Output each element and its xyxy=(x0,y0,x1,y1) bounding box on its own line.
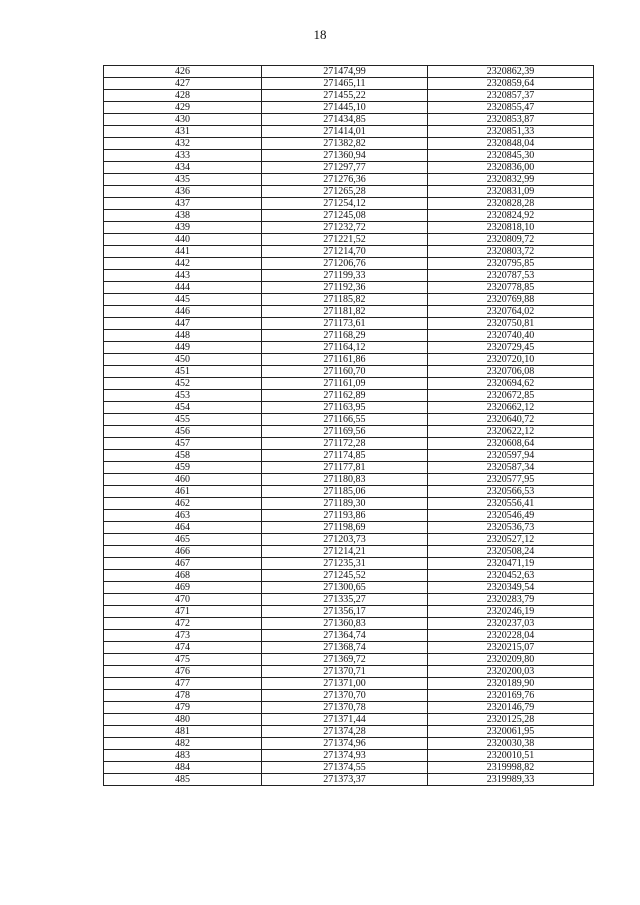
table-row xyxy=(104,438,594,450)
coordinates-table xyxy=(103,65,594,786)
x-coordinate-cell: 271335,27 xyxy=(262,594,428,606)
y-coordinate-cell: 2320597,94 xyxy=(428,450,594,462)
x-coordinate-cell: 271265,28 xyxy=(262,186,428,198)
point-number-cell: 427 xyxy=(104,78,262,90)
x-coordinate-cell: 271160,70 xyxy=(262,366,428,378)
point-number-cell: 447 xyxy=(104,318,262,330)
y-coordinate-cell: 2320452,63 xyxy=(428,570,594,582)
x-coordinate-cell: 271221,52 xyxy=(262,234,428,246)
x-coordinate-cell: 271198,69 xyxy=(262,522,428,534)
x-coordinate-cell: 271169,56 xyxy=(262,426,428,438)
x-coordinate-cell: 271162,89 xyxy=(262,390,428,402)
point-number-cell: 463 xyxy=(104,510,262,522)
point-number-cell: 451 xyxy=(104,366,262,378)
y-coordinate-cell: 2320200,03 xyxy=(428,666,594,678)
x-coordinate-cell: 271193,86 xyxy=(262,510,428,522)
table-row xyxy=(104,546,594,558)
table-row xyxy=(104,450,594,462)
table-row xyxy=(104,378,594,390)
x-coordinate-cell: 271232,72 xyxy=(262,222,428,234)
point-number-cell: 481 xyxy=(104,726,262,738)
y-coordinate-cell: 2319998,82 xyxy=(428,762,594,774)
table-row xyxy=(104,498,594,510)
y-coordinate-cell: 2320836,00 xyxy=(428,162,594,174)
point-number-cell: 456 xyxy=(104,426,262,438)
point-number-cell: 482 xyxy=(104,738,262,750)
table-row xyxy=(104,522,594,534)
x-coordinate-cell: 271371,00 xyxy=(262,678,428,690)
point-number-cell: 457 xyxy=(104,438,262,450)
y-coordinate-cell: 2320795,85 xyxy=(428,258,594,270)
x-coordinate-cell: 271360,94 xyxy=(262,150,428,162)
point-number-cell: 455 xyxy=(104,414,262,426)
table-row xyxy=(104,654,594,666)
point-number-cell: 477 xyxy=(104,678,262,690)
x-coordinate-cell: 271374,28 xyxy=(262,726,428,738)
x-coordinate-cell: 271370,70 xyxy=(262,690,428,702)
y-coordinate-cell: 2320769,88 xyxy=(428,294,594,306)
x-coordinate-cell: 271168,29 xyxy=(262,330,428,342)
x-coordinate-cell: 271474,99 xyxy=(262,66,428,78)
point-number-cell: 434 xyxy=(104,162,262,174)
point-number-cell: 440 xyxy=(104,234,262,246)
y-coordinate-cell: 2320622,12 xyxy=(428,426,594,438)
y-coordinate-cell: 2320729,45 xyxy=(428,342,594,354)
x-coordinate-cell: 271185,06 xyxy=(262,486,428,498)
point-number-cell: 438 xyxy=(104,210,262,222)
table-row xyxy=(104,702,594,714)
table-row xyxy=(104,222,594,234)
table-row xyxy=(104,126,594,138)
table-row xyxy=(104,66,594,78)
x-coordinate-cell: 271189,30 xyxy=(262,498,428,510)
table-row xyxy=(104,90,594,102)
y-coordinate-cell: 2320831,09 xyxy=(428,186,594,198)
x-coordinate-cell: 271382,82 xyxy=(262,138,428,150)
y-coordinate-cell: 2320706,08 xyxy=(428,366,594,378)
point-number-cell: 437 xyxy=(104,198,262,210)
x-coordinate-cell: 271180,83 xyxy=(262,474,428,486)
table-row xyxy=(104,582,594,594)
y-coordinate-cell: 2320283,79 xyxy=(428,594,594,606)
point-number-cell: 475 xyxy=(104,654,262,666)
table-row xyxy=(104,210,594,222)
point-number-cell: 428 xyxy=(104,90,262,102)
table-row xyxy=(104,558,594,570)
y-coordinate-cell: 2320125,28 xyxy=(428,714,594,726)
point-number-cell: 484 xyxy=(104,762,262,774)
table-row xyxy=(104,762,594,774)
point-number-cell: 433 xyxy=(104,150,262,162)
table-row xyxy=(104,570,594,582)
x-coordinate-cell: 271177,81 xyxy=(262,462,428,474)
y-coordinate-cell: 2320857,37 xyxy=(428,90,594,102)
point-number-cell: 441 xyxy=(104,246,262,258)
x-coordinate-cell: 271203,73 xyxy=(262,534,428,546)
y-coordinate-cell: 2320215,07 xyxy=(428,642,594,654)
y-coordinate-cell: 2320209,80 xyxy=(428,654,594,666)
x-coordinate-cell: 271161,09 xyxy=(262,378,428,390)
point-number-cell: 459 xyxy=(104,462,262,474)
x-coordinate-cell: 271370,78 xyxy=(262,702,428,714)
point-number-cell: 467 xyxy=(104,558,262,570)
table-row xyxy=(104,390,594,402)
table-row xyxy=(104,330,594,342)
point-number-cell: 431 xyxy=(104,126,262,138)
x-coordinate-cell: 271356,17 xyxy=(262,606,428,618)
y-coordinate-cell: 2320694,62 xyxy=(428,378,594,390)
y-coordinate-cell: 2320010,51 xyxy=(428,750,594,762)
point-number-cell: 449 xyxy=(104,342,262,354)
table-row xyxy=(104,78,594,90)
point-number-cell: 473 xyxy=(104,630,262,642)
y-coordinate-cell: 2320146,79 xyxy=(428,702,594,714)
table-row xyxy=(104,462,594,474)
x-coordinate-cell: 271214,21 xyxy=(262,546,428,558)
x-coordinate-cell: 271374,93 xyxy=(262,750,428,762)
table-row xyxy=(104,294,594,306)
point-number-cell: 469 xyxy=(104,582,262,594)
table-row xyxy=(104,666,594,678)
y-coordinate-cell: 2320851,33 xyxy=(428,126,594,138)
point-number-cell: 453 xyxy=(104,390,262,402)
y-coordinate-cell: 2320237,03 xyxy=(428,618,594,630)
point-number-cell: 436 xyxy=(104,186,262,198)
x-coordinate-cell: 271214,70 xyxy=(262,246,428,258)
point-number-cell: 461 xyxy=(104,486,262,498)
table-row xyxy=(104,726,594,738)
x-coordinate-cell: 271465,11 xyxy=(262,78,428,90)
point-number-cell: 444 xyxy=(104,282,262,294)
table-row xyxy=(104,198,594,210)
x-coordinate-cell: 271374,96 xyxy=(262,738,428,750)
table-row xyxy=(104,234,594,246)
table-row xyxy=(104,270,594,282)
table-row xyxy=(104,642,594,654)
point-number-cell: 432 xyxy=(104,138,262,150)
x-coordinate-cell: 271414,01 xyxy=(262,126,428,138)
point-number-cell: 478 xyxy=(104,690,262,702)
table-row xyxy=(104,594,594,606)
y-coordinate-cell: 2320848,04 xyxy=(428,138,594,150)
table-row xyxy=(104,714,594,726)
table-row xyxy=(104,342,594,354)
point-number-cell: 460 xyxy=(104,474,262,486)
y-coordinate-cell: 2320030,38 xyxy=(428,738,594,750)
point-number-cell: 450 xyxy=(104,354,262,366)
table-row xyxy=(104,306,594,318)
y-coordinate-cell: 2320855,47 xyxy=(428,102,594,114)
y-coordinate-cell: 2320169,76 xyxy=(428,690,594,702)
table-row xyxy=(104,114,594,126)
x-coordinate-cell: 271245,08 xyxy=(262,210,428,222)
y-coordinate-cell: 2320764,02 xyxy=(428,306,594,318)
table-row xyxy=(104,630,594,642)
y-coordinate-cell: 2320349,54 xyxy=(428,582,594,594)
point-number-cell: 443 xyxy=(104,270,262,282)
table-row xyxy=(104,282,594,294)
table-row xyxy=(104,414,594,426)
x-coordinate-cell: 271192,36 xyxy=(262,282,428,294)
x-coordinate-cell: 271374,55 xyxy=(262,762,428,774)
table-row xyxy=(104,366,594,378)
y-coordinate-cell: 2320566,53 xyxy=(428,486,594,498)
table-row xyxy=(104,474,594,486)
point-number-cell: 462 xyxy=(104,498,262,510)
y-coordinate-cell: 2320577,95 xyxy=(428,474,594,486)
y-coordinate-cell: 2320859,64 xyxy=(428,78,594,90)
x-coordinate-cell: 271173,61 xyxy=(262,318,428,330)
point-number-cell: 458 xyxy=(104,450,262,462)
x-coordinate-cell: 271370,71 xyxy=(262,666,428,678)
y-coordinate-cell: 2320832,99 xyxy=(428,174,594,186)
table-row xyxy=(104,150,594,162)
table-row xyxy=(104,246,594,258)
y-coordinate-cell: 2320556,41 xyxy=(428,498,594,510)
x-coordinate-cell: 271172,28 xyxy=(262,438,428,450)
point-number-cell: 480 xyxy=(104,714,262,726)
table-row xyxy=(104,174,594,186)
y-coordinate-cell: 2320536,73 xyxy=(428,522,594,534)
table-row xyxy=(104,186,594,198)
point-number-cell: 445 xyxy=(104,294,262,306)
y-coordinate-cell: 2320061,95 xyxy=(428,726,594,738)
point-number-cell: 468 xyxy=(104,570,262,582)
table-row xyxy=(104,354,594,366)
x-coordinate-cell: 271373,37 xyxy=(262,774,428,786)
point-number-cell: 435 xyxy=(104,174,262,186)
y-coordinate-cell: 2320787,53 xyxy=(428,270,594,282)
y-coordinate-cell: 2320640,72 xyxy=(428,414,594,426)
x-coordinate-cell: 271434,85 xyxy=(262,114,428,126)
y-coordinate-cell: 2320189,90 xyxy=(428,678,594,690)
point-number-cell: 464 xyxy=(104,522,262,534)
point-number-cell: 454 xyxy=(104,402,262,414)
y-coordinate-cell: 2320818,10 xyxy=(428,222,594,234)
y-coordinate-cell: 2320845,30 xyxy=(428,150,594,162)
table-row xyxy=(104,402,594,414)
x-coordinate-cell: 271364,74 xyxy=(262,630,428,642)
x-coordinate-cell: 271369,72 xyxy=(262,654,428,666)
point-number-cell: 439 xyxy=(104,222,262,234)
x-coordinate-cell: 271166,55 xyxy=(262,414,428,426)
y-coordinate-cell: 2320228,04 xyxy=(428,630,594,642)
table-row xyxy=(104,534,594,546)
x-coordinate-cell: 271300,65 xyxy=(262,582,428,594)
y-coordinate-cell: 2320828,28 xyxy=(428,198,594,210)
point-number-cell: 479 xyxy=(104,702,262,714)
table-row xyxy=(104,318,594,330)
y-coordinate-cell: 2320824,92 xyxy=(428,210,594,222)
y-coordinate-cell: 2320608,64 xyxy=(428,438,594,450)
table-row xyxy=(104,618,594,630)
x-coordinate-cell: 271199,33 xyxy=(262,270,428,282)
x-coordinate-cell: 271185,82 xyxy=(262,294,428,306)
point-number-cell: 446 xyxy=(104,306,262,318)
x-coordinate-cell: 271163,95 xyxy=(262,402,428,414)
x-coordinate-cell: 271297,77 xyxy=(262,162,428,174)
table-row xyxy=(104,738,594,750)
y-coordinate-cell: 2320587,34 xyxy=(428,462,594,474)
point-number-cell: 452 xyxy=(104,378,262,390)
table-row xyxy=(104,258,594,270)
y-coordinate-cell: 2320778,85 xyxy=(428,282,594,294)
table-row xyxy=(104,486,594,498)
y-coordinate-cell: 2320508,24 xyxy=(428,546,594,558)
x-coordinate-cell: 271245,52 xyxy=(262,570,428,582)
point-number-cell: 465 xyxy=(104,534,262,546)
y-coordinate-cell: 2319989,33 xyxy=(428,774,594,786)
y-coordinate-cell: 2320546,49 xyxy=(428,510,594,522)
x-coordinate-cell: 271445,10 xyxy=(262,102,428,114)
point-number-cell: 430 xyxy=(104,114,262,126)
y-coordinate-cell: 2320740,40 xyxy=(428,330,594,342)
point-number-cell: 474 xyxy=(104,642,262,654)
table-row xyxy=(104,750,594,762)
point-number-cell: 471 xyxy=(104,606,262,618)
table-row xyxy=(104,162,594,174)
point-number-cell: 470 xyxy=(104,594,262,606)
coordinates-table-body xyxy=(104,66,594,786)
x-coordinate-cell: 271206,76 xyxy=(262,258,428,270)
y-coordinate-cell: 2320720,10 xyxy=(428,354,594,366)
point-number-cell: 442 xyxy=(104,258,262,270)
y-coordinate-cell: 2320853,87 xyxy=(428,114,594,126)
table-row xyxy=(104,102,594,114)
table-row xyxy=(104,138,594,150)
y-coordinate-cell: 2320672,85 xyxy=(428,390,594,402)
table-row xyxy=(104,606,594,618)
x-coordinate-cell: 271235,31 xyxy=(262,558,428,570)
x-coordinate-cell: 271360,83 xyxy=(262,618,428,630)
y-coordinate-cell: 2320862,39 xyxy=(428,66,594,78)
y-coordinate-cell: 2320527,12 xyxy=(428,534,594,546)
point-number-cell: 483 xyxy=(104,750,262,762)
y-coordinate-cell: 2320809,72 xyxy=(428,234,594,246)
x-coordinate-cell: 271368,74 xyxy=(262,642,428,654)
y-coordinate-cell: 2320246,19 xyxy=(428,606,594,618)
point-number-cell: 476 xyxy=(104,666,262,678)
y-coordinate-cell: 2320750,81 xyxy=(428,318,594,330)
x-coordinate-cell: 271174,85 xyxy=(262,450,428,462)
page-number: 18 xyxy=(313,27,327,42)
x-coordinate-cell: 271455,22 xyxy=(262,90,428,102)
x-coordinate-cell: 271276,36 xyxy=(262,174,428,186)
point-number-cell: 448 xyxy=(104,330,262,342)
x-coordinate-cell: 271254,12 xyxy=(262,198,428,210)
table-row xyxy=(104,678,594,690)
table-row xyxy=(104,510,594,522)
y-coordinate-cell: 2320662,12 xyxy=(428,402,594,414)
table-row xyxy=(104,426,594,438)
point-number-cell: 426 xyxy=(104,66,262,78)
point-number-cell: 466 xyxy=(104,546,262,558)
x-coordinate-cell: 271181,82 xyxy=(262,306,428,318)
point-number-cell: 429 xyxy=(104,102,262,114)
point-number-cell: 472 xyxy=(104,618,262,630)
x-coordinate-cell: 271371,44 xyxy=(262,714,428,726)
y-coordinate-cell: 2320803,72 xyxy=(428,246,594,258)
table-row xyxy=(104,690,594,702)
x-coordinate-cell: 271164,12 xyxy=(262,342,428,354)
x-coordinate-cell: 271161,86 xyxy=(262,354,428,366)
point-number-cell: 485 xyxy=(104,774,262,786)
y-coordinate-cell: 2320471,19 xyxy=(428,558,594,570)
table-row xyxy=(104,774,594,786)
